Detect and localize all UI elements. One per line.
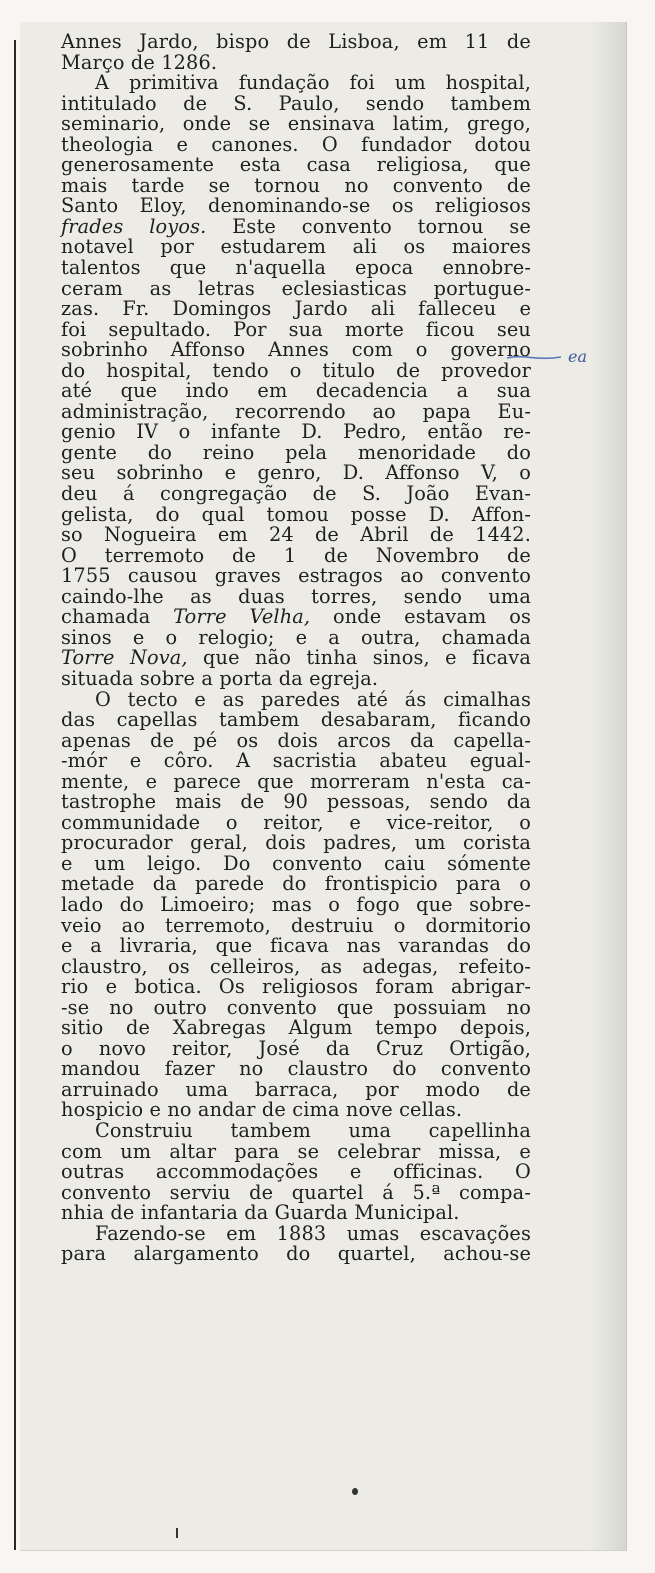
article-line: arruinado uma barraca, por modo de (61, 1077, 531, 1101)
article-line: claustro, os celleiros, as adegas, refeito- (61, 954, 531, 978)
article-line: sitio de Xabregas Algum tempo depois, (61, 1016, 531, 1040)
left-margin-rule (14, 40, 16, 1550)
article-line: Construiu tambem uma capellinha (95, 1118, 531, 1142)
article-line: -mór e côro. A sacristia abateu egual- (61, 749, 531, 773)
article-line: hospicio e no andar de cima nove cellas. (61, 1098, 463, 1122)
article-line: veio ao terremoto, destruiu o dormitorio (61, 913, 531, 937)
article-line: intitulado de S. Paulo, sendo tambem (61, 91, 531, 115)
article-line: das capellas tambem desabaram, ficando (61, 708, 531, 732)
article-line: nhia de infantaria da Guarda Municipal. (61, 1201, 460, 1225)
article-line: apenas de pé os dois arcos da capella- (61, 728, 531, 752)
article-line: administração, recorrendo ao papa Eu- (61, 399, 531, 423)
article-line: situada sobre a porta da egreja. (61, 666, 379, 690)
article-line: seu sobrinho e genro, D. Affonso V, o (61, 461, 531, 485)
article-line: frades loyos. Este convento tornou se (61, 214, 531, 238)
article-line: caindo-lhe as duas torres, sendo uma (61, 584, 531, 608)
article-line: chamada Torre Velha, onde estavam os (61, 605, 531, 629)
handwritten-margin-note: ea (568, 347, 588, 366)
article-line: outras accommodações e officinas. O (61, 1160, 531, 1184)
article-line: metade da parede do frontispicio para o (61, 872, 531, 896)
article-line: lado do Limoeiro; mas o fogo que sobre- (61, 892, 531, 916)
article-line: até que indo em decadencia a sua (61, 379, 531, 403)
article-body (61, 32, 531, 1265)
article-line: o novo reitor, José da Cruz Ortigão, (61, 1036, 531, 1060)
article-line: foi sepultado. Por sua morte ficou seu (61, 317, 531, 341)
article-line: mente, e parece que morreram n'esta ca- (61, 769, 531, 793)
article-line: communidade o reitor, e vice-reitor, o (61, 810, 531, 834)
article-line: sinos e o relogio; e a outra, chamada (61, 625, 531, 649)
pen-underline-mark (505, 352, 563, 364)
article-line: e um leigo. Do convento caiu sómente (61, 851, 531, 875)
article-line: mais tarde se tornou no convento de (61, 173, 531, 197)
article-line: convento serviu de quartel á 5.ª compa- (61, 1180, 531, 1204)
article-line: tastrophe mais de 90 pessoas, sendo da (61, 790, 531, 814)
article-line: generosamente esta casa religiosa, que (61, 153, 531, 177)
article-line: O terremoto de 1 de Novembro de (61, 543, 531, 567)
article-line: ceram as letras eclesiasticas portugue- (61, 276, 531, 300)
article-line: do hospital, tendo o titulo de provedor (61, 358, 531, 382)
article-line: sobrinho Affonso Annes com o governo (61, 338, 531, 362)
article-line: e a livraria, que ficava nas varandas do (61, 934, 531, 958)
article-line: Março de 1286. (61, 50, 218, 74)
article-line: Fazendo-se em 1883 umas escavações (95, 1221, 531, 1245)
article-line: A primitiva fundação foi um hospital, (95, 71, 531, 95)
article-line: so Nogueira em 24 de Abril de 1442. (61, 523, 531, 547)
article-line: talentos que n'aquella epoca ennobre- (61, 256, 531, 280)
article-line: para alargamento do quartel, achou-se (61, 1242, 531, 1266)
article-line: deu á congregação de S. João Evan- (61, 482, 531, 506)
article-line: Annes Jardo, bispo de Lisboa, em 11 de (61, 30, 531, 53)
article-line: zas. Fr. Domingos Jardo ali falleceu e (61, 297, 531, 321)
article-line: 1755 causou graves estragos ao convento (61, 564, 531, 588)
article-line: mandou fazer no claustro do convento (61, 1057, 531, 1081)
article-line: theologia e canones. O fundador dotou (61, 132, 531, 156)
article-line: genio IV o infante D. Pedro, então re- (61, 420, 531, 444)
article-line: notavel por estudarem ali os maiores (61, 235, 531, 259)
article-line: -se no outro convento que possuiam no (61, 995, 531, 1019)
article-line: rio e botica. Os religiosos foram abrigar- (61, 975, 531, 999)
article-line: procurador geral, dois padres, um corista (61, 831, 531, 855)
article-line: seminario, onde se ensinava latim, grego, (61, 112, 531, 136)
article-line: Santo Eloy, denominando-se os religiosos (61, 194, 531, 218)
article-line: Torre Nova, que não tinha sinos, e ficava (61, 646, 531, 670)
article-line: O tecto e as paredes até ás cimalhas (95, 687, 531, 711)
article-line: gente do reino pela menoridade do (61, 440, 531, 464)
bottom-tick (176, 1528, 178, 1538)
article-line: gelista, do qual tomou posse D. Affon- (61, 502, 531, 526)
ink-dot (352, 1488, 358, 1495)
article-line: com um altar para se celebrar missa, e (61, 1139, 531, 1163)
